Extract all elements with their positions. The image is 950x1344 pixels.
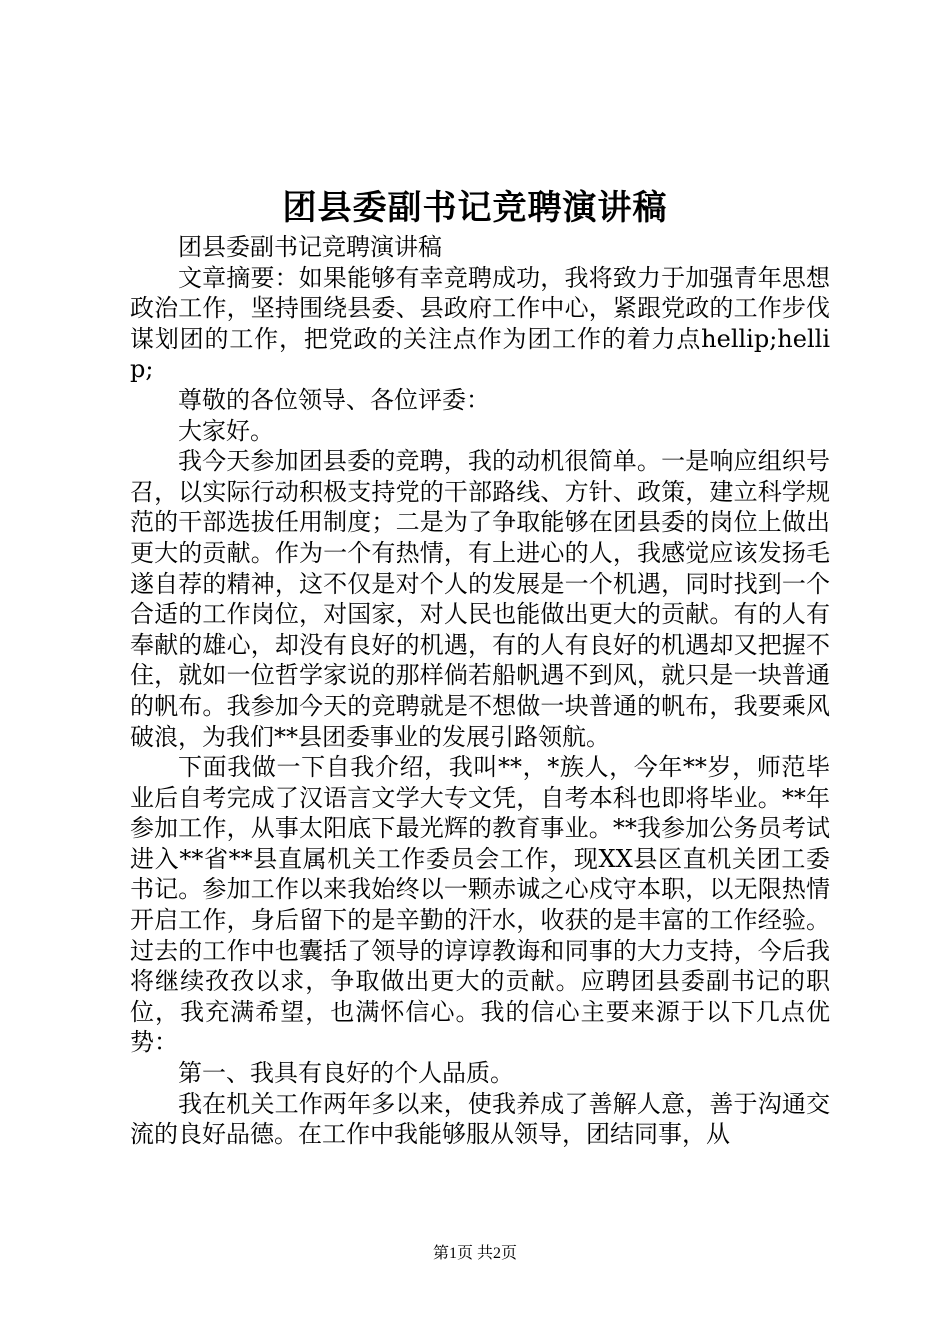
document-body xyxy=(130,232,830,1150)
paragraph: 下面我做一下自我介绍，我叫**，*族人，今年**岁，师范毕业后自考完成了汉语言文学大专文凭，自考本科也即将毕业。**年参加工作，从事太阳底下最光辉的教育事业。**我参加公务员考试进入**省**县直属机关工作委员会工作，现XX县区直机关团工委书记。参加工作以来我始终以一颗赤诚之心戍守本职，以无限热情开启工作，身后留下的是辛勤的汗水，收获的是丰富的工作经验。过去的工作中也囊括了领导的谆谆教诲和同事的大力支持，今后我将继续孜孜以求，争取做出更大的贡献。应聘团县委副书记的职位，我充满希望，也满怀信心。我的信心主要来源于以下几点优势： xyxy=(130,753,830,1057)
paragraph: 第一、我具有良好的个人品质。 xyxy=(178,1059,514,1088)
page-footer: 第1页 共2页 xyxy=(432,1245,517,1262)
document-title: 团县委副书记竞聘演讲稿 xyxy=(282,188,668,228)
paragraph: 我今天参加团县委的竞聘，我的动机很简单。一是响应组织号召，以实际行动积极支持党的干部路线、方针、政策，建立科学规范的干部选拔任用制度；二是为了争取能够在团县委的岗位上做出更大的贡献。作为一个有热情，有上进心的人，我感觉应该发扬毛遂自荐的精神，这不仅是对个人的发展是一个机遇，同时找到一个合适的工作岗位，对国家，对人民也能做出更大的贡献。有的人有奉献的雄心，却没有良好的机遇，有的人有良好的机遇却又把握不住，就如一位哲学家说的那样倘若船帆遇不到风，就只是一块普通的帆布。我参加今天的竞聘就是不想做一块普通的帆布，我要乘风破浪，为我们**县团委事业的发展引路领航。 xyxy=(130,447,830,751)
paragraph: 我在机关工作两年多以来，使我养成了善解人意，善于沟通交流的良好品德。在工作中我能够服从领导，团结同事，从 xyxy=(130,1089,830,1149)
paragraph: 团县委副书记竞聘演讲稿 xyxy=(178,233,442,261)
paragraph: 大家好。 xyxy=(178,416,274,445)
paragraph: 尊敬的各位领导、各位评委： xyxy=(178,385,490,414)
paragraph: 文章摘要：如果能够有幸竞聘成功，我将致力于加强青年思想政治工作，坚持围绕县委、县政府工作中心，紧跟党政的工作步伐谋划团的工作，把党政的关注点作为团工作的着力点hellip;hellip; xyxy=(130,263,830,384)
